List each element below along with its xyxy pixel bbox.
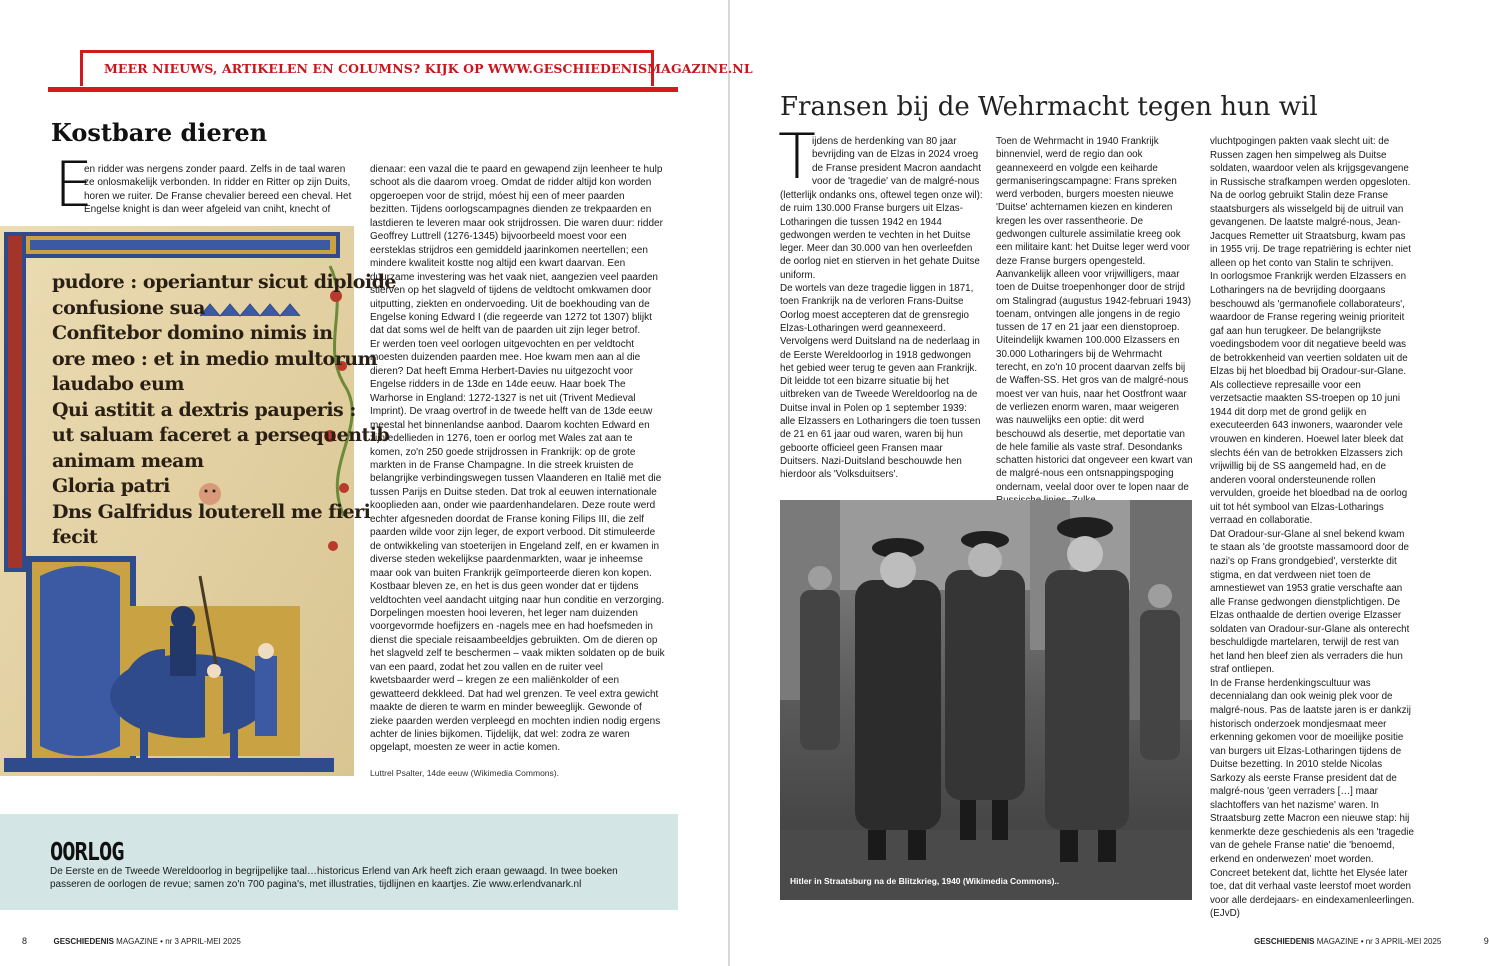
paragraph: (letterlijk ondanks ons, oftewel tegen onze wil): de ruim 130.000 Franse burgers uit Elzas-Lotharingen die tussen 1942 en 1944 gedwongen werden te vechten in het Duitse leger. Meer dan 30.000 van hen overleefden de oorlog niet en stierven in het gehate Duitse uniform. — [780, 190, 983, 281]
banner-link[interactable]: MEER NIEUWS, ARTIKELEN EN COLUMNS? KIJK OP WWW.GESCHIEDENISMAGAZINE.NL — [104, 61, 753, 76]
body-column-left — [370, 163, 665, 755]
oorlog-line: De Eerste en de Tweede Wereldoorlog in begrijpelijke taal…historicus Erlend van Ark heeft zich eraan gewaagd. In twee boeken — [50, 866, 618, 877]
body-column-right-2 — [996, 135, 1196, 507]
article-title-left: Kostbare dieren — [51, 118, 268, 147]
manuscript-line: confusione sua — [52, 296, 205, 319]
photo-caption: Hitler in Straatsburg na de Blitzkrieg, 1940 (Wikimedia Commons).. — [790, 876, 1060, 886]
dropcap-left: E — [54, 148, 94, 221]
manuscript-line: Qui astitit a dextris pauperis : — [52, 398, 356, 421]
manuscript-line: Dns Galfridus louterell me fieri — [52, 500, 371, 523]
page-number-right: 9 — [1483, 936, 1489, 946]
manuscript-line: ore meo : et in medio multorum — [52, 347, 378, 370]
intro-line: ijdens de herdenking van 80 jaar — [812, 136, 957, 147]
intro-line: horen we ruiter. De Franse chevalier bereed een cheval. Het — [84, 190, 352, 202]
magazine-issue-right: MAGAZINE • nr 3 APRIL-MEI 2025 — [1314, 937, 1442, 946]
manuscript-line: Gloria patri — [52, 475, 170, 497]
intro-line: ze onlosmakelijk verbonden. In ridder en Ritter op zijn Duits, — [84, 177, 351, 189]
oorlog-title: OORLOG — [50, 838, 124, 867]
intro-line: de Franse president Macron aandacht — [812, 162, 981, 174]
body-column-right-3 — [1210, 135, 1415, 921]
manuscript-text — [52, 270, 396, 551]
image-caption-left: Luttrel Psalter, 14de eeuw (Wikimedia Commons). — [370, 768, 559, 778]
paragraph: vluchtpogingen pakten vaak slecht uit: de Russen zagen hen simpelweg als Duitse soldaten, waardoor velen als krijgsgevangene in Russische strafkampen werden opgesloten. Na de oorlog gebruikt Stalin deze Franse staatsburgers als wisselgeld bij de uitruil van gevangenen. De laatste malgré-nous, Jean-Jacques Remetter uit Straatsburg, kwam pas in 1955 vrij. De trage repatriëring is echter niet alleen op het conto van Stalin te schrijven. — [1210, 136, 1411, 269]
manuscript-line: ut saluam faceret a persequentib — [52, 424, 390, 446]
article-title-right: Fransen bij de Wehrmacht tegen hun wil — [780, 92, 1318, 122]
paragraph: Dat Oradour-sur-Glane al snel bekend kwam te staan als 'de grootste massamoord door de nazi's op Frans grondgebied', versterkte dit stigma, en dat verdween niet toen de amnestiewet van 1953 gratie verschafte aan alle Franse gedwongen dienstplichtigen. De Elzas onthaalde de dertien overige Elzasser soldaten van Oradour-sur-Glane als onterecht beschuldigde martelaren, terwijl de rest van het land hen bleef zien als verraders die hun straf ontliepen. — [1210, 528, 1410, 676]
page-spine — [728, 0, 730, 966]
manuscript-line: Confitebor domino nimis in — [52, 322, 333, 344]
intro-line: Engelse knight is dan weer afgeleid van cniht, knecht of — [84, 203, 331, 215]
paragraph: dienaar: een vazal die te paard en gewapend zijn leenheer te hulp schoot als die daarom vroeg. Omdat de ridder altijd kon worden opgeroepen voor de strijd, móest hij een of meer paarden bezitten. Tijdens oorlogscampagnes dienden ze trekpaarden en lastdieren te leveren maar ook strijdrossen. Die waren duur: ridder Geoffrey Luttrell (1276-1345) bijvoorbeeld moest voor een eersteklas strijdros een gemiddeld jaarinkomen neertellen; een mindere kwaliteit kostte nog altijd een kwart daarvan. Een duurzame investering was het vaak niet, aangezien veel paarden stierven op het slagveld of tijdens de veldtocht omkwamen door uitputting, ziekten en ondervoeding. Uit de boekhouding van de Engelse koning Edward I (die regeerde van 1272 tot 1307) blijkt dat dat soms wel de helft van de paarden uit zijn leger betrof. — [370, 164, 663, 337]
paragraph: Toen de Wehrmacht in 1940 Frankrijk binnenviel, werd de regio dan ook geannexeerd en volgde een keiharde germaniseringscampagne: Frans spreken werd verboden, burgers moesten nieuwe 'Duitse' achternamen kiezen en kinderen kregen les over rassentheorie. De gedwongen culturele assimilatie kreeg ook een militaire kant: het Duitse leger werd voor deze Franse burgers opengesteld. Aanvankelijk alleen voor vrijwilligers, maar toen de Duitse troepenhonger door de strijd om Stalingrad (augustus 1942-februari 1943) toenam, ontvingen alle jongens in de regio tussen de 17 en 21 jaar een dienstoproep. Uiteindelijk kwamen 100.000 Elzassers en 30.000 Lotharingers bij de Wehrmacht terecht, en zo'n 10 procent daarvan zelfs bij de Waffen-SS. Het gros van de malgré-nous moest ver van huis, naar het Oostfront waar de verliezen enorm waren, maar weigeren was nauwelijks een optie: dit werd beschouwd als desertie, met deportatie van de hele familie als vaste straf. Desondanks schatten historici dat ongeveer een kwart van de malgré-nous een ontsnappingspoging ondernam, veelal door over te lopen naar de — [996, 136, 1193, 493]
paragraph: In oorlogsmoe Frankrijk werden Elzassers en Lotharingers na de bevrijding doorgaans beschouwd als 'germanofiele collaborateurs', waardoor de Franse regering weinig prioriteit gaf aan hun terugkeer. De belangrijkste voedingsbodem voor dit negatieve beeld was de betrokkenheid van veertien soldaten uit de Elzas bij het bloedbad bij Oradour-sur-Glane. Als collectieve represaille voor een verzetsactie maakten SS-troepen op 10 juni 1944 dit dorp met de grond gelijk en executeerden 643 inwoners, waaronder vele vrouwen en kinderen. Hoewel later bleek dat slechts één van de betrokken Elzassers zich vrijwillig bij de SS aangemeld had, en de anderen vooral ondersteunende rollen vervulden, groeide het bloedbad na de oorlog uit tot hét symbool van Elzas-Lotharings verraad en collaboratie. — [1210, 271, 1408, 527]
folio-right — [1254, 936, 1489, 946]
officers-photo-illustration — [780, 500, 1192, 900]
folio-left — [22, 936, 241, 946]
intro-line: bevrijding van de Elzas in 2024 vroeg — [812, 149, 979, 161]
magazine-name-left: GESCHIEDENIS — [53, 937, 114, 946]
manuscript-line: animam meam — [52, 449, 204, 472]
paragraph: In de Franse herdenkingscultuur was decennialang dan ook weinig plek voor de malgré-nous. Pas de laatste jaren is er dankzij historisch onderzoek mondjesmaat meer erkenning gekomen voor de moeilijke positie van burgers uit Elzas-Lotharingen tijdens de Duitse bezetting. In 2010 stelde Nicolas Sarkozy als eerste Franse president dat de malgré-nous 'geen verraders […] maar slachtoffers van het nazisme' waren. In Straatsburg zette Macron een nieuwe stap: hij kenmerkte deze geschiedenis als een 'tragedie van de gehele Franse natie' die 'benoemd, erkend en onderwezen' moet worden. Concreet betekent dat, lichtte het Elysée later toe, dat dit verhaal vaste leerstof moet worden voor alle derdejaars- en eindexamenleerlingen. (EJvD) — [1210, 677, 1415, 920]
dropcap-right: T — [778, 120, 816, 193]
oorlog-line: passeren de oorlogen de revue; samen zo'n 700 pagina's, met illustraties, tijdlijnen en kaartjes. Zie www.erlendvanark.nl — [50, 879, 582, 890]
manuscript-line: pudore : operiantur sicut diploide — [52, 271, 396, 293]
manuscript-line: laudabo eum — [52, 373, 185, 395]
page-number-left: 8 — [22, 936, 28, 946]
historic-photo — [780, 500, 1192, 900]
magazine-issue-left: MAGAZINE • nr 3 APRIL-MEI 2025 — [113, 937, 241, 946]
intro-text-left — [84, 163, 369, 216]
intro-line: voor de 'tragedie' van de malgré-nous — [812, 175, 980, 187]
banner-rule — [48, 87, 678, 92]
magazine-name-right: GESCHIEDENIS — [1254, 937, 1315, 946]
manuscript-image — [0, 226, 396, 776]
paragraph: Er werden toen veel oorlogen uitgevochten en per veldtocht moesten duizenden paarden mee. Hoe kwam men aan al die dieren? Dat heeft Emma Herbert-Davies nu uitgezocht voor Engelse ridders in de 13de en 14de eeuw. Haar boek The Warhorse in England: 1272-1327 is net uit (Trivent Medieval Imprint). De vraag overtrof in de tweede helft van de 13de eeuw meestal het binnenlandse aanbod. Daarom kochten Edward en zijn edellieden in 1276, toen er oorlog met Wales zat aan te komen, zo'n 250 goede strijdrossen in Frankrijk: op de grote markten in de Franse Champagne. In die streek kruisten de belangrijke verbindingswegen tussen Vlaanderen en Italië met die tussen Parijs en Duitse steden. Dat trok al eeuwen internationale kooplieden aan, onder wie paardenhandelaren. Deze route werd echter afgesneden doordat de Franse koning Filips III, die zelf paarden wilde voor zijn leger, de export verbood. Dit stimuleerde de ontwikkeling van stoeterijen in Engeland zelf, en er kwamen in diverse steden wekelijkse paardenmarkten, waar je inheemse maar ook van buiten Frankrijk geïmporteerde dieren kon kopen. Kostbaar bleven ze, en het is dus geen wonder dat er tijdens veldtochten veel aandacht uitging naar hun conditie en verzorging. Dorpelingen moesten hooi leveren, het leger nam duizenden voorgevormde hoefijzers en -nagels mee en had hoefsmeden in dienst die speciale reisaambeeldjes gebruikten. Om de dieren op het slagveld zelf te beschermen – vaak mikten soldaten op de buik van een paard, zodat het zou vallen en de ruiter veel kwetsbaarder werd – kregen ze een maliënkolder of een gewatteerd dekkleed. Dat had wel grenzen. Te veel extra gewicht maakte de dieren te warm en minder beweeglijk. Gewonde of zieke paarden werden verpleegd en mochten indien nodig ergens achter de linies bijkomen. Tijdelijk, dat wel: zodra ze waren opgelapt, moesten ze weer in actie komen. — [370, 338, 665, 754]
manuscript-line: fecit — [52, 526, 98, 548]
oorlog-text — [50, 865, 660, 891]
body-column-right-1 — [780, 189, 984, 482]
paragraph: De wortels van deze tragedie liggen in 1871, toen Frankrijk na de verloren Frans-Duitse Oorlog moest accepteren dat de grensregio Elzas-Lotharingen werd geannexeerd. Vervolgens werd Duitsland na de nederlaag in de Eerste Wereldoorlog in 1918 gedwongen het gebied weer terug te geven aan Frankrijk. Dit leidde tot een bizarre situatie bij het uitbreken van de Tweede Wereldoorlog na de Duitse inval in Polen op 1 september 1939: alle Elzassers en Lotharingers die toen tussen de 21 en 61 jaar oud waren, waren bij hun geboorte officieel geen Fransen maar Duitsers. Nazi-Duitsland beschouwde hen hierdoor als 'Volksduitsers'. — [780, 283, 981, 481]
intro-text-right — [812, 135, 984, 188]
intro-line: en ridder was nergens zonder paard. Zelfs in de taal waren — [84, 164, 346, 175]
